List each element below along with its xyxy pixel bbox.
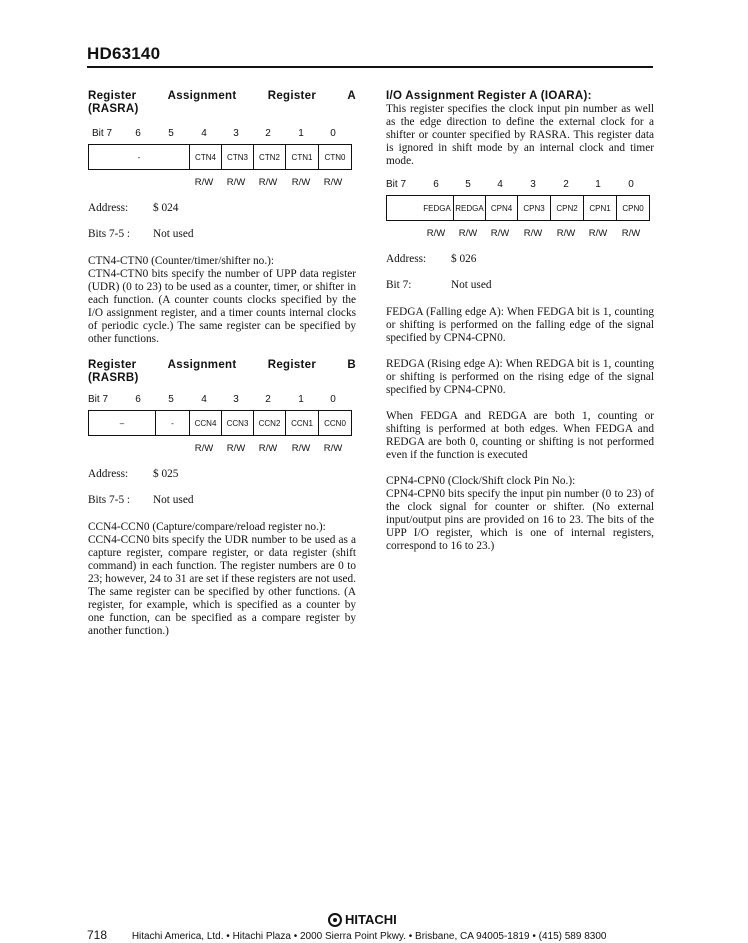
ioara-register-box [386,195,650,221]
rasra-cell-ctn1: CTN1 [285,145,318,169]
rasrb-bits-not-used: Bits 7-5 : Not used [88,494,194,506]
ioara-cell-unused [387,196,421,220]
ioara-cell-cpn1: CPN1 [583,196,616,220]
rasra-address: Address: $ 024 [88,202,179,214]
rasrb-address: Address: $ 025 [88,468,179,480]
rasra-register-box [88,144,352,170]
ioara-intro: This register specifies the clock input pin number as well as the edge direction to define the external clock for a shifter or counter specified by RASRA. This register data is ignored in shift mode by an internal clock and timer mode. [386,103,654,167]
rasrb-desc-title: CCN4-CCN0 (Capture/compare/reload register no.): [88,521,326,533]
page-footer [87,928,606,942]
ioara-both-desc: When FEDGA and REDGA are both 1, counting or shifting is performed at both edges. When FEDGA and REDGA are both 0, counting or shifting is not performed even if the function is executed [386,410,654,461]
header-rule [87,66,653,68]
ioara-cell-cpn3: CPN3 [517,196,550,220]
page-header-title: HD63140 [87,44,161,63]
ioara-cell-fedga: FEDGA [423,203,451,213]
ioara-bit-numbers: Bit 7 6 5 4 3 2 1 0 [386,179,634,190]
rasrb-desc-body: CCN4-CCN0 bits specify the UDR number to be used as a capture register, compare register, or data register (shift command) in each function. The register numbers are 0 to 23; however, 24 to 31 are set if these registers are not used. The same register can be specified by other functions. (A register, for example, which is specified as a counter by one function, can be specified as a compare register by another function.) [88,534,356,637]
ioara-bit7-not-used: Bit 7: Not used [386,279,492,291]
page-number: 718 [87,928,108,942]
rasrb-rw-row: R/W R/W R/W R/W R/W [194,443,343,454]
rasrb-abbr: (RASRB) [88,372,139,384]
ioara-fedga-desc: FEDGA (Falling edge A): When FEDGA bit is 1, counting or shifting is performed on the falling edge of the signal specified by CPN4-CPN0. [386,306,654,344]
rasrb-cell-ccn3: CCN3 [221,411,253,435]
ioara-cpn-body: CPN4-CPN0 bits specify the input pin number (0 to 23) of the clock signal for counter or shifter. (No external input/output pins are provided on 16 to 23. The bits of the UPP I/O register, which is one of internal registers, correspond to 16 to 23.) [386,488,654,552]
ioara-cell-cpn4: CPN4 [485,196,517,220]
rasra-rw-row: R/W R/W R/W R/W R/W [194,177,343,188]
rasra-cell-ctn4: CTN4 [189,145,221,169]
rasrb-cell-ccn2: CCN2 [253,411,285,435]
rasra-cell-unused: - [137,152,141,162]
ioara-cell-cpn0: CPN0 [616,196,649,220]
hitachi-logo-icon [328,913,342,927]
hitachi-logo: HITACHI [328,912,397,927]
ioara-cell-redga: REDGA [453,196,485,220]
rasrb-cell-ccn0: CCN0 [318,411,351,435]
rasrb-cell-unused: – [119,418,125,428]
ioara-cpn-title: CPN4-CPN0 (Clock/Shift clock Pin No.): [386,475,576,487]
rasrb-cell-ccn1: CCN1 [285,411,318,435]
rasra-cell-ctn3: CTN3 [221,145,253,169]
rasra-bit-numbers: Bit 7 6 5 4 3 2 1 0 [92,128,336,139]
ioara-heading: I/O Assignment Register A (IOARA): [386,90,592,102]
ioara-address: Address: $ 026 [386,253,477,265]
rasra-desc-body: CTN4-CTN0 bits specify the number of UPP data register (UDR) (0 to 23) to be used as a counter, timer, or shifter in each function. (A counter counts clocks specified by the I/O assignment register, and a timer counts internal clocks of periodic cycle.) The same register can be specified by other functions. [88,268,356,345]
rasra-abbr: (RASRA) [88,103,139,115]
rasrb-cell-unused-2: - [155,411,189,435]
rasra-cell-ctn2: CTN2 [253,145,285,169]
rasra-bits-not-used: Bits 7-5 : Not used [88,228,194,240]
rasrb-register-box [88,410,352,436]
rasrb-heading: Register Assignment Register B [88,359,356,371]
rasra-heading: Register Assignment Register A [88,90,356,102]
ioara-rw-row: R/W R/W R/W R/W R/W R/W R/W [426,228,641,239]
rasra-desc-title: CTN4-CTN0 (Counter/timer/shifter no.): [88,255,275,267]
footer-address: Hitachi America, Ltd. • Hitachi Plaza • 2000 Sierra Point Pkwy. • Brisbane, CA 94005-1819 • (415) 589 8300 [131,931,607,942]
rasrb-bit-numbers: Bit 7 6 5 4 3 2 1 0 [88,394,336,405]
ioara-cell-cpn2: CPN2 [550,196,583,220]
right-column [386,90,654,553]
left-column [88,90,356,638]
rasrb-cell-ccn4: CCN4 [189,411,221,435]
rasra-cell-ctn0: CTN0 [318,145,351,169]
ioara-redga-desc: REDGA (Rising edge A): When REDGA bit is 1, counting or shifting is performed on the rising edge of the signal specified by CPN4-CPN0. [386,358,654,396]
